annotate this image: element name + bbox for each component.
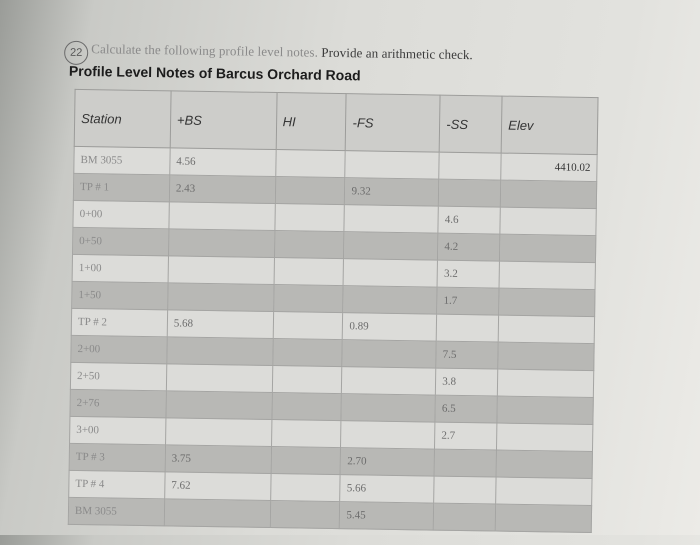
- cell-bs: [168, 256, 274, 285]
- header-bs: +BS: [170, 91, 277, 150]
- cell-elev: [499, 288, 595, 317]
- cell-fs: [344, 205, 438, 233]
- cell-ss: [433, 503, 495, 531]
- cell-bs: [168, 229, 274, 258]
- cell-ss: 3.2: [437, 260, 499, 288]
- cell-station: TP # 2: [71, 308, 167, 337]
- cell-hi: [271, 446, 341, 474]
- cell-ss: [436, 314, 498, 342]
- cell-elev: [497, 396, 593, 425]
- cell-elev: [500, 180, 596, 209]
- cell-bs: 5.68: [167, 310, 273, 339]
- cell-station: BM 3055: [68, 497, 164, 526]
- question-text: [91, 41, 473, 63]
- cell-elev: [499, 261, 595, 290]
- cell-fs: 9.32: [345, 178, 439, 206]
- cell-ss: 3.8: [436, 368, 498, 396]
- header-elev: Elev: [501, 96, 598, 154]
- cell-fs: 2.70: [341, 448, 435, 476]
- cell-station: 0+50: [73, 227, 169, 256]
- cell-station: 0+00: [73, 200, 169, 229]
- cell-ss: [434, 449, 496, 477]
- cell-fs: [344, 232, 438, 260]
- cell-ss: [434, 476, 496, 504]
- cell-station: 2+00: [71, 335, 167, 364]
- cell-station: TP # 1: [73, 173, 169, 202]
- cell-fs: [343, 286, 437, 314]
- cell-hi: [272, 366, 342, 394]
- cell-station: 2+50: [70, 362, 166, 391]
- cell-station: TP # 4: [69, 470, 165, 499]
- table-title: Profile Level Notes of Barcus Orchard Road: [68, 62, 361, 84]
- cell-elev: [498, 342, 594, 371]
- cell-hi: [275, 204, 345, 232]
- header-fs: -FS: [346, 94, 441, 152]
- cell-hi: [274, 258, 344, 286]
- cell-ss: 1.7: [437, 287, 499, 315]
- cell-hi: [272, 393, 342, 421]
- question-text-part1: Calculate the following profile level notes.: [91, 41, 319, 60]
- header-station: Station: [74, 89, 171, 147]
- cell-elev: [500, 207, 596, 236]
- question-text-part2: Provide an arithmetic check.: [317, 44, 473, 63]
- cell-fs: [341, 421, 435, 449]
- cell-bs: [167, 283, 273, 312]
- cell-ss: 4.6: [438, 206, 500, 234]
- cell-ss: 6.5: [435, 395, 497, 423]
- cell-bs: 3.75: [165, 445, 271, 474]
- header-ss: -SS: [439, 95, 502, 153]
- cell-hi: [270, 473, 340, 501]
- header-hi: HI: [276, 93, 347, 151]
- cell-bs: [166, 391, 272, 420]
- cell-fs: [342, 340, 436, 368]
- cell-elev: [497, 369, 593, 398]
- cell-elev: [496, 450, 592, 479]
- cell-elev: [496, 477, 592, 506]
- cell-hi: [274, 231, 344, 259]
- cell-bs: [165, 418, 271, 447]
- cell-station: 1+50: [72, 281, 168, 310]
- cell-hi: [275, 177, 345, 205]
- cell-bs: [166, 364, 272, 393]
- cell-hi: [273, 285, 343, 313]
- cell-station: 2+76: [70, 389, 166, 418]
- cell-elev: [495, 504, 591, 533]
- level-notes-table: [68, 89, 599, 533]
- cell-ss: [439, 152, 501, 180]
- cell-elev: [497, 423, 593, 452]
- table-header-row: [74, 89, 598, 154]
- cell-bs: 7.62: [165, 472, 271, 501]
- cell-fs: [342, 367, 436, 395]
- cell-bs: 2.43: [169, 175, 275, 204]
- cell-hi: [270, 500, 340, 528]
- cell-ss: 7.5: [436, 341, 498, 369]
- cell-fs: 0.89: [343, 313, 437, 341]
- cell-station: TP # 3: [69, 443, 165, 472]
- cell-bs: [167, 337, 273, 366]
- cell-bs: 4.56: [170, 148, 276, 177]
- cell-ss: [439, 179, 501, 207]
- worksheet-page: [12, 0, 660, 545]
- cell-elev: 4410.02: [501, 153, 597, 182]
- cell-hi: [271, 420, 341, 448]
- question-number: 22: [64, 41, 88, 65]
- cell-station: 3+00: [70, 416, 166, 445]
- cell-hi: [273, 312, 343, 340]
- cell-bs: [164, 499, 270, 528]
- cell-fs: 5.45: [340, 502, 434, 530]
- cell-fs: 5.66: [340, 475, 434, 503]
- cell-hi: [275, 150, 345, 178]
- cell-fs: [345, 151, 439, 179]
- cell-bs: [169, 202, 275, 231]
- cell-hi: [272, 339, 342, 367]
- cell-ss: 4.2: [438, 233, 500, 261]
- cell-fs: [344, 259, 438, 287]
- cell-elev: [498, 315, 594, 344]
- cell-station: 1+00: [72, 254, 168, 283]
- cell-ss: 2.7: [435, 422, 497, 450]
- cell-elev: [500, 234, 596, 263]
- cell-fs: [341, 394, 435, 422]
- cell-station: BM 3055: [74, 146, 170, 175]
